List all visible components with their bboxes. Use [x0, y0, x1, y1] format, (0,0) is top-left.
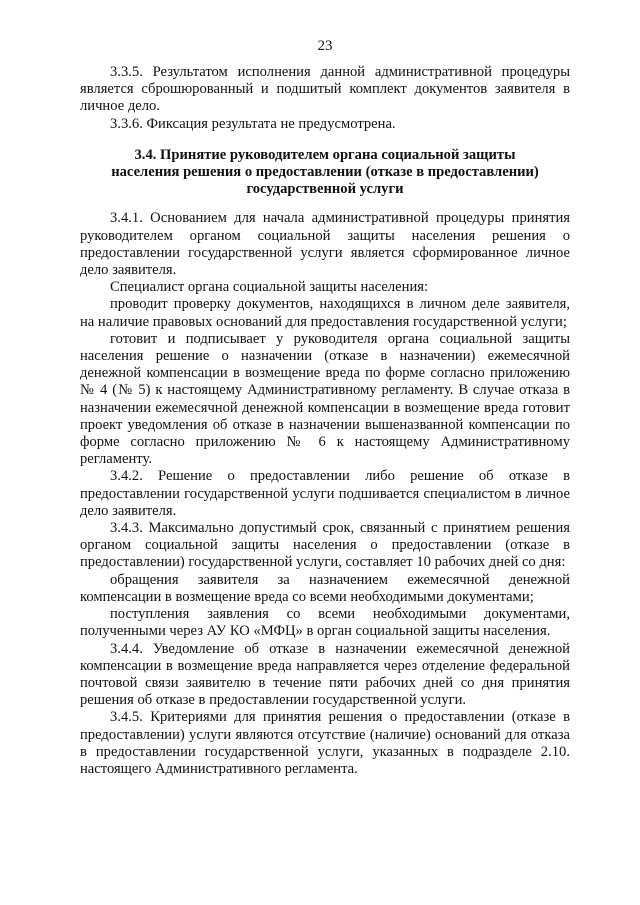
paragraph-checks-documents: проводит проверку документов, находящихся в личном деле заявителя, на наличие правовых оснований для предоставления государственной услуги; [80, 296, 570, 330]
paragraph-3-3-6: 3.3.6. Фиксация результата не предусмотрена. [110, 115, 396, 132]
paragraph-specialist: Специалист органа социальной защиты населения: [110, 279, 429, 296]
section-heading: 3.4. Принятие руководителем органа социальной защиты населения решения о предоставлении (отказе в предоставлении) государственной услуги [111, 146, 539, 198]
paragraph-receipt-mfc: поступления заявления со всеми необходимыми документами, полученными через АУ КО «МФЦ» в орган социальной защиты населения. [80, 606, 570, 640]
document-body [80, 64, 570, 778]
paragraph-3-4-5: 3.4.5. Критериями для принятия решения о предоставлении (отказе в предоставлении) услуги являются отсутствие (наличие) оснований для отказа в предоставлении государственной услуги, указанных в подразделе 2.10. настоящего Административного регламента. [80, 709, 570, 777]
paragraph-prepares-decision: готовит и подписывает у руководителя органа социальной защиты населения решение о назначении (отказе в назначении) ежемесячной денежной компенсации в возмещение вреда по форме согласно приложению № 4 (№ 5) к настоящему Административному регламенту. В случае отказа в назначении ежемесячной денежной компенсации в возмещение вреда готовит проект уведомления об отказе в назначении вышеназванной компенсации по форме согласно приложению № 6 к настоящему Административному регламенту. [80, 330, 570, 468]
paragraph-3-3-5: 3.3.5. Результатом исполнения данной административной процедуры является сброшюрованный и подшитый комплект документов заявителя в личное дело. [80, 64, 570, 115]
paragraph-application: обращения заявителя за назначением ежемесячной денежной компенсации в возмещение вреда со всеми необходимыми документами; [80, 571, 570, 605]
paragraph-3-4-2: 3.4.2. Решение о предоставлении либо решение об отказе в предоставлении государственной услуги подшивается специалистом в личное дело заявителя. [80, 468, 570, 519]
paragraph-3-4-1: 3.4.1. Основанием для начала административной процедуры принятия руководителем органом социальной защиты населения решения о предоставлении государственной услуги является сформированное личное дело заявителя. [80, 210, 570, 279]
paragraph-3-4-3: 3.4.3. Максимально допустимый срок, связанный с принятием решения органом социальной защиты населения о предоставлении (отказе в предоставлении) государственной услуги, составляет 10 рабочих дней со дня: [80, 520, 570, 571]
paragraph-3-4-4: 3.4.4. Уведомление об отказе в назначении ежемесячной денежной компенсации в возмещение вреда направляется через отделение федеральной почтовой связи заявителю в течение пяти рабочих дней со дня принятия решения об отказе в предоставлении государственной услуги. [80, 640, 570, 709]
page-number: 23 [317, 38, 333, 54]
